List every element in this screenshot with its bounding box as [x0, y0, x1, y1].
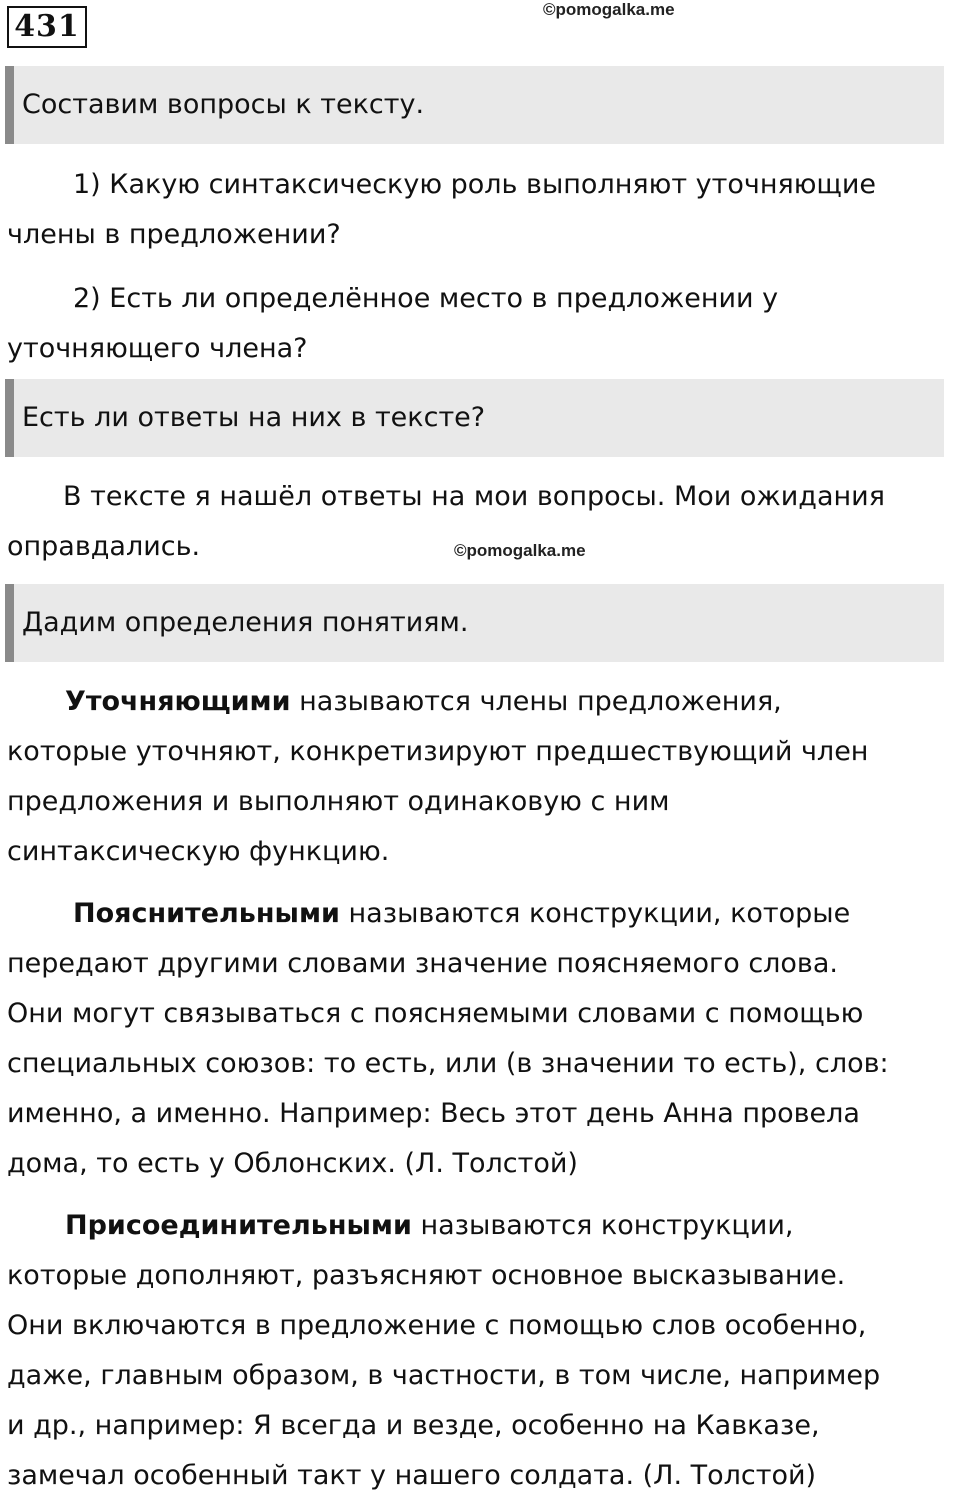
question-1-line-2: члены в предложении? — [7, 219, 341, 250]
question-2-line-1: 2) Есть ли определённое место в предложении у — [73, 283, 779, 314]
definition-explanatory-line-1-rest: называются конструкции, которые — [339, 898, 851, 929]
questions-heading: Составим вопросы к тексту. — [22, 89, 425, 120]
definition-clarifying-line-1 — [7, 677, 957, 727]
definitions-heading-banner — [5, 584, 944, 662]
answer-line-1: В тексте я нашёл ответы на мои вопросы. Мои ожидания — [63, 481, 885, 512]
definition-connecting-line-3: Они включаются в предложение с помощью слов особенно, — [7, 1310, 867, 1341]
definition-connecting-line-1 — [7, 1201, 957, 1251]
definition-clarifying-line-1-rest: называются члены предложения, — [290, 686, 782, 717]
questions-heading-banner — [5, 66, 944, 144]
term-clarifying: Уточняющими — [65, 686, 291, 717]
task-number-box: 431 — [7, 6, 87, 48]
definition-explanatory — [7, 889, 957, 1189]
definition-connecting-line-6: замечал особенный такт у нашего солдата. (Л. Толстой) — [7, 1460, 817, 1491]
definition-clarifying-line-3: предложения и выполняют одинаковую с ним — [7, 786, 670, 817]
answer-line-2: оправдались. — [7, 531, 201, 562]
definition-explanatory-line-2: передают другими словами значение поясняемого слова. — [7, 948, 838, 979]
definition-connecting-line-5: и др., например: Я всегда и везде, особенно на Кавказе, — [7, 1410, 820, 1441]
answers-heading-banner — [5, 379, 944, 457]
definition-explanatory-line-6: дома, то есть у Облонских. (Л. Толстой) — [7, 1148, 578, 1179]
definition-connecting-line-1-rest: называются конструкции, — [411, 1210, 794, 1241]
term-connecting: Присоединительными — [65, 1210, 412, 1241]
answers-heading: Есть ли ответы на них в тексте? — [22, 402, 486, 433]
question-2 — [7, 274, 957, 374]
watermark-middle: ©pomogalka.me — [454, 541, 586, 560]
definition-connecting — [7, 1201, 957, 1501]
definition-explanatory-line-3: Они могут связываться с поясняемыми словами с помощью — [7, 998, 864, 1029]
definition-explanatory-line-4: специальных союзов: то есть, или (в значении то есть), слов: — [7, 1048, 889, 1079]
definitions-heading: Дадим определения понятиям. — [22, 607, 469, 638]
watermark-top: ©pomogalka.me — [543, 0, 675, 19]
definition-clarifying-line-2: которые уточняют, конкретизируют предшествующий член — [7, 736, 869, 767]
definition-connecting-line-2: которые дополняют, разъясняют основное высказывание. — [7, 1260, 846, 1291]
term-explanatory: Пояснительными — [73, 898, 340, 929]
definition-clarifying — [7, 677, 957, 877]
definition-explanatory-line-1 — [7, 889, 957, 939]
definition-clarifying-line-4: синтаксическую функцию. — [7, 836, 390, 867]
question-1 — [7, 160, 957, 260]
question-1-line-1: 1) Какую синтаксическую роль выполняют уточняющие — [73, 169, 877, 200]
definition-connecting-line-4: даже, главным образом, в частности, в том числе, например — [7, 1360, 881, 1391]
question-2-line-2: уточняющего члена? — [7, 333, 308, 364]
definition-explanatory-line-5: именно, а именно. Например: Весь этот день Анна провела — [7, 1098, 860, 1129]
